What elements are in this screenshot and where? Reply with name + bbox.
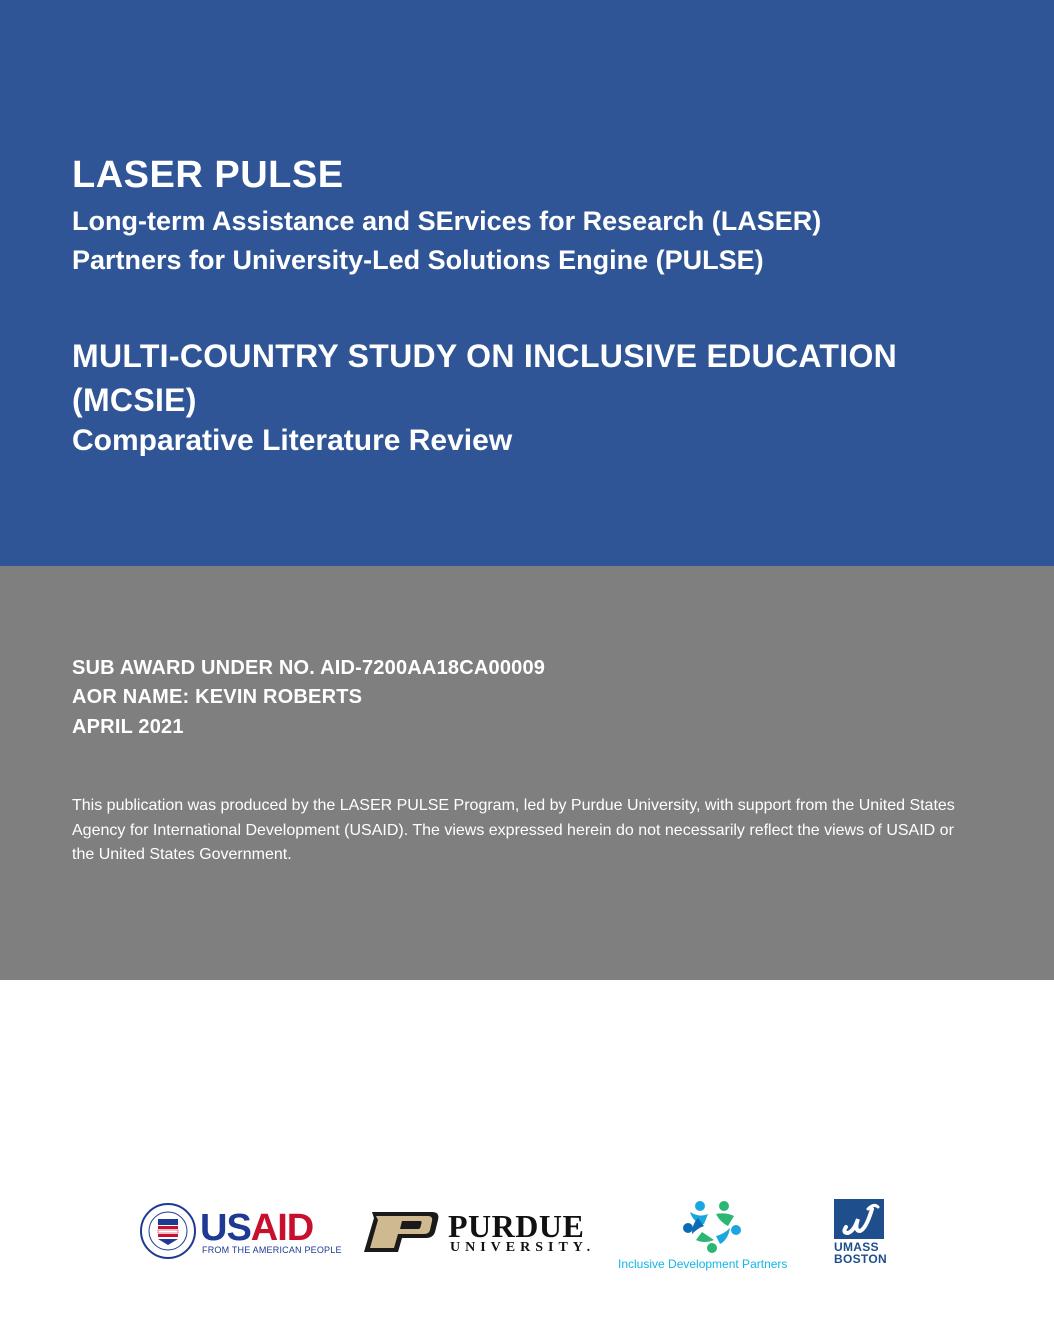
disclaimer: This publication was produced by the LASER PULSE Program, led by Purdue University, with support from the United States Agency for International Development (USAID). The views expressed herein do not necessarily reflect the views of USAID or the United States Government.: [72, 797, 955, 863]
purdue-p-icon: [362, 1210, 440, 1254]
umass-name: UMASS BOSTON: [834, 1240, 887, 1266]
umass-mark-icon: [834, 1199, 884, 1239]
usaid-seal-icon: [140, 1203, 196, 1259]
purdue-name: PURDUE: [448, 1208, 585, 1244]
idp-name: Inclusive Development Partners: [618, 1257, 788, 1271]
purdue-university: UNIVERSITY.: [450, 1240, 596, 1255]
info-band: [0, 566, 1054, 980]
program-line-laser: Long-term Assistance and SErvices for Research (LASER): [72, 206, 822, 236]
purdue-logo: [362, 1208, 594, 1258]
people-circle-icon: [682, 1198, 742, 1254]
usaid-logo: [140, 1203, 342, 1263]
logo-band: [0, 980, 1054, 1344]
usaid-tagline: FROM THE AMERICAN PEOPLE: [202, 1245, 342, 1255]
title-band: [0, 0, 1054, 566]
idp-logo: [618, 1198, 808, 1274]
umass-logo: [832, 1199, 892, 1269]
study-subtitle: Comparative Literature Review: [72, 424, 513, 457]
usaid-wordmark: USAID: [200, 1207, 314, 1249]
program-line-pulse: Partners for University-Led Solutions Engine (PULSE): [72, 245, 764, 275]
award-number: SUB AWARD UNDER NO. AID-7200AA18CA00009: [72, 657, 546, 679]
study-title: MULTI-COUNTRY STUDY ON INCLUSIVE EDUCATION (MCSIE): [72, 338, 898, 418]
aor-name: AOR NAME: KEVIN ROBERTS: [72, 686, 363, 708]
publication-date: APRIL 2021: [72, 716, 184, 738]
program-title: LASER PULSE: [72, 154, 344, 196]
